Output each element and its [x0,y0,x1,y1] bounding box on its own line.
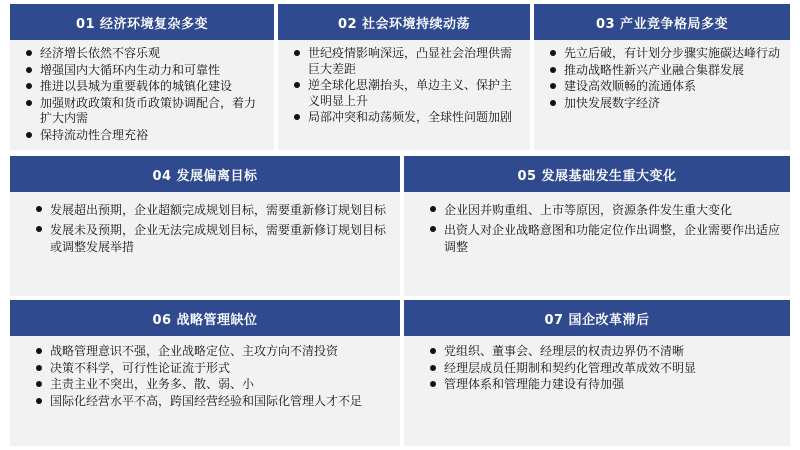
list-item [548,46,780,62]
list-item [34,222,390,256]
list-item-text: 国际化经营水平不高，跨国经营经验和国际化管理人才不足 [50,393,363,408]
panel-title: 06 战略管理缺位 [10,300,400,336]
bullet-icon [550,67,556,73]
panel-04 [10,156,400,296]
bullet-list [278,40,530,126]
bullet-icon [430,365,436,371]
list-item [24,96,264,127]
list-item-text: 建设高效顺畅的流通体系 [564,79,697,93]
list-item-text: 战略管理意识不强，企业战略定位、主攻方向不清投资 [50,344,339,358]
list-item-text: 推动战略性新兴产业融合集群发展 [564,62,745,77]
panel-title: 04 发展偏离目标 [10,156,400,192]
list-item-text: 局部冲突和动荡频发，全球性问题加剧 [308,110,513,124]
list-item [428,344,780,360]
bullet-icon [36,226,42,232]
bullet-icon [26,132,32,138]
list-item [292,46,520,77]
bullet-list [10,192,400,256]
bullet-list [10,336,400,409]
panel-06 [10,300,400,446]
list-item [548,63,780,79]
list-item-text: 主责主业不突出，业务多、散、弱、小 [50,377,255,391]
bullet-icon [550,50,556,56]
list-item [24,46,264,62]
bullet-list [404,192,790,256]
list-item-text: 加快发展数字经济 [564,95,661,110]
list-item-text: 发展未及预期，企业无法完成规划目标，需要重新修订规划目标或调整发展举措 [50,223,387,254]
bullet-icon [36,206,42,212]
list-item-text: 保持流动性合理充裕 [40,127,149,142]
list-item-text: 逆全球化思潮抬头，单边主义、保护主义明显上升 [308,78,513,108]
panel-03 [534,4,790,150]
panel-title: 07 国企改革滞后 [404,300,790,336]
bullet-icon [36,398,42,404]
panel-title: 05 发展基础发生重大变化 [404,156,790,192]
list-item [24,63,264,79]
panel-title: 02 社会环境持续动荡 [278,4,530,40]
list-item [548,96,780,112]
list-item [292,78,520,109]
panel-07 [404,300,790,446]
list-item [428,202,780,219]
bullet-icon [430,381,436,387]
bullet-list [10,40,274,143]
bullet-icon [36,381,42,387]
panel-01 [10,4,274,150]
list-item [34,344,390,360]
panel-02 [278,4,530,150]
list-item [34,202,390,219]
list-item-text: 决策不科学，可行性论证流于形式 [50,360,231,375]
list-item [428,377,780,393]
bullet-icon [294,114,300,120]
bullet-icon [294,82,300,88]
list-item [24,79,264,95]
list-item-text: 管理体系和管理能力建设有待加强 [444,377,625,391]
bullet-icon [550,100,556,106]
bullet-icon [36,365,42,371]
bullet-icon [294,50,300,56]
list-item-text: 党组织、董事会、经理层的权责边界仍不清晰 [444,344,685,358]
list-item-text: 世纪疫情影响深远，凸显社会治理供需巨大差距 [308,46,513,76]
list-item [24,128,264,144]
list-item [428,222,780,256]
list-item-text: 增强国内大循环内生动力和可靠性 [40,62,221,77]
bullet-icon [26,100,32,106]
list-item [428,361,780,377]
bullet-icon [430,206,436,212]
bullet-icon [26,50,32,56]
list-item [292,110,520,126]
bullet-icon [26,67,32,73]
list-item-text: 先立后破，有计划分步骤实施碳达峰行动 [564,46,781,60]
list-item [548,79,780,95]
bullet-list [404,336,790,393]
bullet-icon [36,348,42,354]
list-item-text: 出资人对企业战略意图和功能定位作出调整，企业需要作出适应调整 [444,223,781,254]
panel-05 [404,156,790,296]
panel-title: 03 产业竞争格局多变 [534,4,790,40]
panel-title: 01 经济环境复杂多变 [10,4,274,40]
bullet-icon [550,83,556,89]
bullet-icon [26,83,32,89]
bullet-icon [430,226,436,232]
list-item-text: 发展超出预期，企业超额完成规划目标，需要重新修订规划目标 [50,203,387,217]
list-item [34,377,390,393]
list-item-text: 推进以县城为重要载体的城镇化建设 [40,79,233,93]
list-item-text: 企业因并购重组、上市等原因，资源条件发生重大变化 [444,203,733,217]
bullet-icon [430,348,436,354]
bullet-list [534,40,790,111]
list-item-text: 经理层成员任期制和契约化管理改革成效不明显 [444,360,697,375]
list-item [34,361,390,377]
list-item-text: 加强财政政策和货币政策协调配合，着力扩大内需 [40,95,257,125]
list-item [34,394,390,410]
list-item-text: 经济增长依然不容乐观 [40,46,161,60]
